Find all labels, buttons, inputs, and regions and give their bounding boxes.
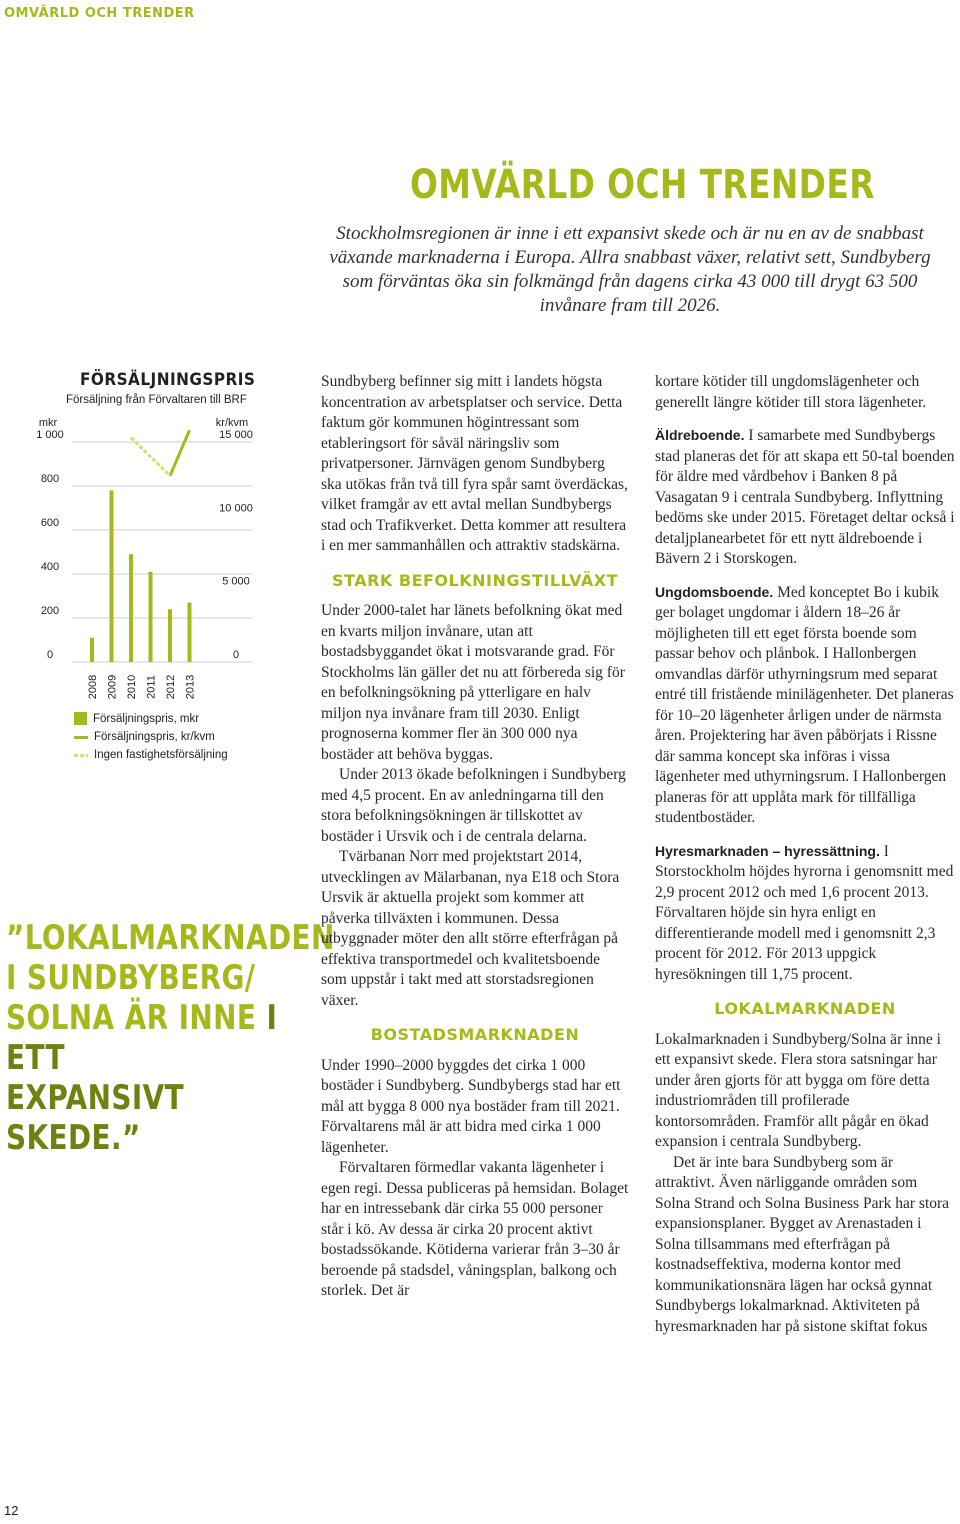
quote-open-mark: ” xyxy=(6,918,25,958)
paragraph xyxy=(655,841,955,986)
x-tick-label: 2008 xyxy=(87,674,99,700)
text-column-1 xyxy=(321,372,629,1302)
bar-2013 xyxy=(188,603,192,662)
quote-line: EXPANSIVT SKEDE. xyxy=(6,1078,185,1158)
legend-swatch-line xyxy=(74,736,88,739)
paragraph-lead: Hyresmarknaden – hyressättning. xyxy=(655,842,880,859)
quote-line: SOLNA ÄR INNE xyxy=(6,998,257,1038)
x-tick-label: 2009 xyxy=(106,674,119,700)
y-tick-label-left: 0 xyxy=(46,649,54,661)
legend-label: Försäljningspris, kr/kvm xyxy=(94,731,215,743)
paragraph: Under 1990–2000 byggdes det cirka 1 000 bostäder i Sundbyberg. Sundbybergs stad har ett mål att bygga 8 000 nya bostäder fram till 2021. Förvaltarens mål är att bidra med cirka 1 000 lägenheter. xyxy=(321,1056,621,1156)
paragraph: Tvärbanan Norr med projektstart 2014, utvecklingen av Mälarbanan, nya E18 och Stora Ursvik är aktuella projekt som kommer att påverka tillväxten i kommunen. Dessa utbyggnader möter den allt större efterfrågan på effektiva transportmedel och kvalitetsboende som uppstår i takt med att storstadsregionen växer. xyxy=(321,848,620,1009)
quote-line-emphasis: I ETT xyxy=(6,998,278,1078)
text-column-2 xyxy=(655,372,955,1337)
bar-2010 xyxy=(129,554,133,662)
chart-title: FÖRSÄLJNINGSPRIS xyxy=(80,370,256,390)
y-tick-label-left: 200 xyxy=(40,605,60,617)
legend-swatch-bar xyxy=(74,712,87,725)
x-tick-label: 2013 xyxy=(184,674,197,700)
legend-item-line xyxy=(74,731,215,743)
intro-text: Stockholmsregionen är inne i ett expansivt skede och är nu en av de snabbast växande marknaderna i Europa. Allra snabbast växer, relativt sett, Sundbyberg som förväntas öka sin folkmängd från dagens cirka 43 000 till drygt 63 500 invånare fram till 2026. xyxy=(329,223,931,316)
paragraph xyxy=(655,425,955,570)
y-tick-label-left: 800 xyxy=(40,473,60,485)
paragraph: Det är inte bara Sundbyberg som är attraktivt. Även närliggande områden som Solna Strand och Solna Business Park har stora expansionsplaner. Bygget av Arenastaden i Solna tillsammans med efterfrågan på kostnadseffektiva, moderna kontor med kommunikationsnära lägen har också gynnat Sundbybergs lokalmarknad. Aktiviteten på hyresmarknaden har på sistone skiftat fokus xyxy=(655,1153,950,1335)
paragraph: Sundbyberg befinner sig mitt i landets högsta koncentration av arbetsplatser och service. Detta faktum gör kommunen högintressant som etableringsort för såväl näringsliv som privatpersoner. Järnvägen genom Sundbyberg ska utökas från två till fyra spår samt överdäckas, vilket framgår av ett avtal mellan Sundbybergs stad och Trafikverket. Detta kommer att resultera i en mer sammanhållen och attraktiv stadskärna. xyxy=(321,373,628,554)
page-number: 12 xyxy=(4,1503,19,1518)
paragraph-lead: Ungdomsboende. xyxy=(655,583,774,600)
quote-line: LOKALMARKNADEN xyxy=(24,918,335,958)
paragraph: kortare kötider till ungdomslägenheter och generellt längre kötider till stora lägenheter. xyxy=(655,373,927,411)
paragraph-body: Med konceptet Bo i kubik ger bolaget ungdomar i åldern 18–26 år möjligheten till ett eget första boende som passar behov och plånbok. I Hallonbergen omvandlas därför uthyrningsrum med separat entré till fristående minilägenheter. Det planeras för 10–20 lägenheter årligen under de närmsta åren. Projektering har även påbörjats i Rissne där samma koncept ska införas i vissa lägenheter med uthyrningsrum. I Hallonbergen planeras för att upplåta mark för tillfälliga studentbostäder. xyxy=(655,583,954,826)
y-axis-unit-right: kr/kvm xyxy=(215,417,249,429)
page-title: OMVÄRLD OCH TRENDER xyxy=(410,162,875,208)
running-header: OMVÄRLD OCH TRENDER xyxy=(4,6,195,21)
quote-line: I SUNDBYBERG/ xyxy=(6,958,256,998)
paragraph-lead: Äldreboende. xyxy=(655,427,745,443)
paragraph: Under 2013 ökade befolkningen i Sundbyberg med 4,5 procent. En av anledningarna till den stora befolkningsökningen är tillskottet av bostäder i Ursvik och i de centrala delarna. xyxy=(321,766,626,845)
bar-2009 xyxy=(110,490,114,662)
legend-label: Försäljningspris, mkr xyxy=(93,712,200,725)
bar-2012 xyxy=(168,609,172,662)
x-tick-label: 2010 xyxy=(126,674,138,700)
paragraph: Lokalmarknaden i Sundbyberg/Solna är inne i ett expansivt skede. Flera stora satsningar har under åren gjorts för att bygga om före detta industriområden till profilerade kontorsområden. Framför allt pågår en ökad expansion i centrala Sundbyberg. xyxy=(655,1030,941,1150)
no-sale-dashed-line xyxy=(131,438,170,476)
pull-quote xyxy=(6,918,335,1158)
price-per-sqm-line-segment xyxy=(170,430,190,475)
y-tick-label-left: 600 xyxy=(40,517,60,529)
chart-subtitle: Försäljning från Förvaltaren till BRF xyxy=(66,394,247,406)
section-heading: STARK BEFOLKNINGSTILLVÄXT xyxy=(332,570,618,590)
legend-label: Ingen fastighetsförsäljning xyxy=(94,749,228,761)
y-tick-label-right: 10 000 xyxy=(219,502,253,515)
bar-2011 xyxy=(149,572,153,662)
paragraph: Förvaltaren förmedlar vakanta lägenheter i egen regi. Dessa publiceras på hemsidan. Bolaget har en intressebank där cirka 55 000 personer står i kö. Av dessa är cirka 20 procent aktivt bostadssökande. Kötiderna varierar från 3–30 år beroende på stadsdel, våningsplan, balkong och storlek. Det är xyxy=(321,1159,629,1299)
paragraph-body: I samarbete med Sundbybergs stad planeras det för att skapa ett 50-tal boenden för äldre med vårdbehov i Banken 8 på Vasagatan 9 i centrala Sundbyberg. Inflyttning bedöms ske under 2015. Företaget deltar också i detaljplanearbetet för ett nytt äldreboende i Bävern 2 i Storskogen. xyxy=(655,427,955,567)
legend-item-dashed xyxy=(74,749,228,761)
sales-price-chart xyxy=(20,412,320,752)
y-tick-label-left: 1 000 xyxy=(36,429,64,441)
paragraph xyxy=(655,582,955,829)
y-axis-unit-left: mkr xyxy=(38,417,58,429)
paragraph: Under 2000-talet har länets befolkning ökat med en kvarts miljon invånare, utan att bostadsbyggandet ökat i motsvarande grad. För Stockholms län gäller det nu att förbereda sig för en befolkningsökning på ytterligare en halv miljon nya invånare fram till 2030. Enligt prognoserna kommer fler än 300 000 nya bostäder att behöva byggas. xyxy=(321,602,625,763)
y-tick-label-right: 5 000 xyxy=(222,575,250,588)
y-tick-label-left: 400 xyxy=(40,561,60,573)
section-heading: LOKALMARKNADEN xyxy=(714,999,896,1018)
section-heading: BOSTADSMARKNADEN xyxy=(370,1025,580,1044)
legend-swatch-dashed xyxy=(74,754,88,757)
y-tick-label-right: 15 000 xyxy=(219,429,253,441)
legend-item-bars xyxy=(74,712,199,725)
y-tick-label-right: 0 xyxy=(232,649,240,661)
x-tick-label: 2011 xyxy=(145,675,158,699)
paragraph-body: I Storstockholm höjdes hyrorna i genomsnitt med 2,9 procent 2012 och med 1,6 procent 2013. Förvaltaren höjde sin hyra enligt en differentierande modell med i genomsnitt 2,3 procent för 2012. För 2013 uppgick hyresökningen till 1,75 procent. xyxy=(655,842,954,983)
quote-close-mark: ” xyxy=(121,1118,141,1158)
x-tick-label: 2012 xyxy=(165,674,177,700)
bar-2008 xyxy=(90,638,94,662)
